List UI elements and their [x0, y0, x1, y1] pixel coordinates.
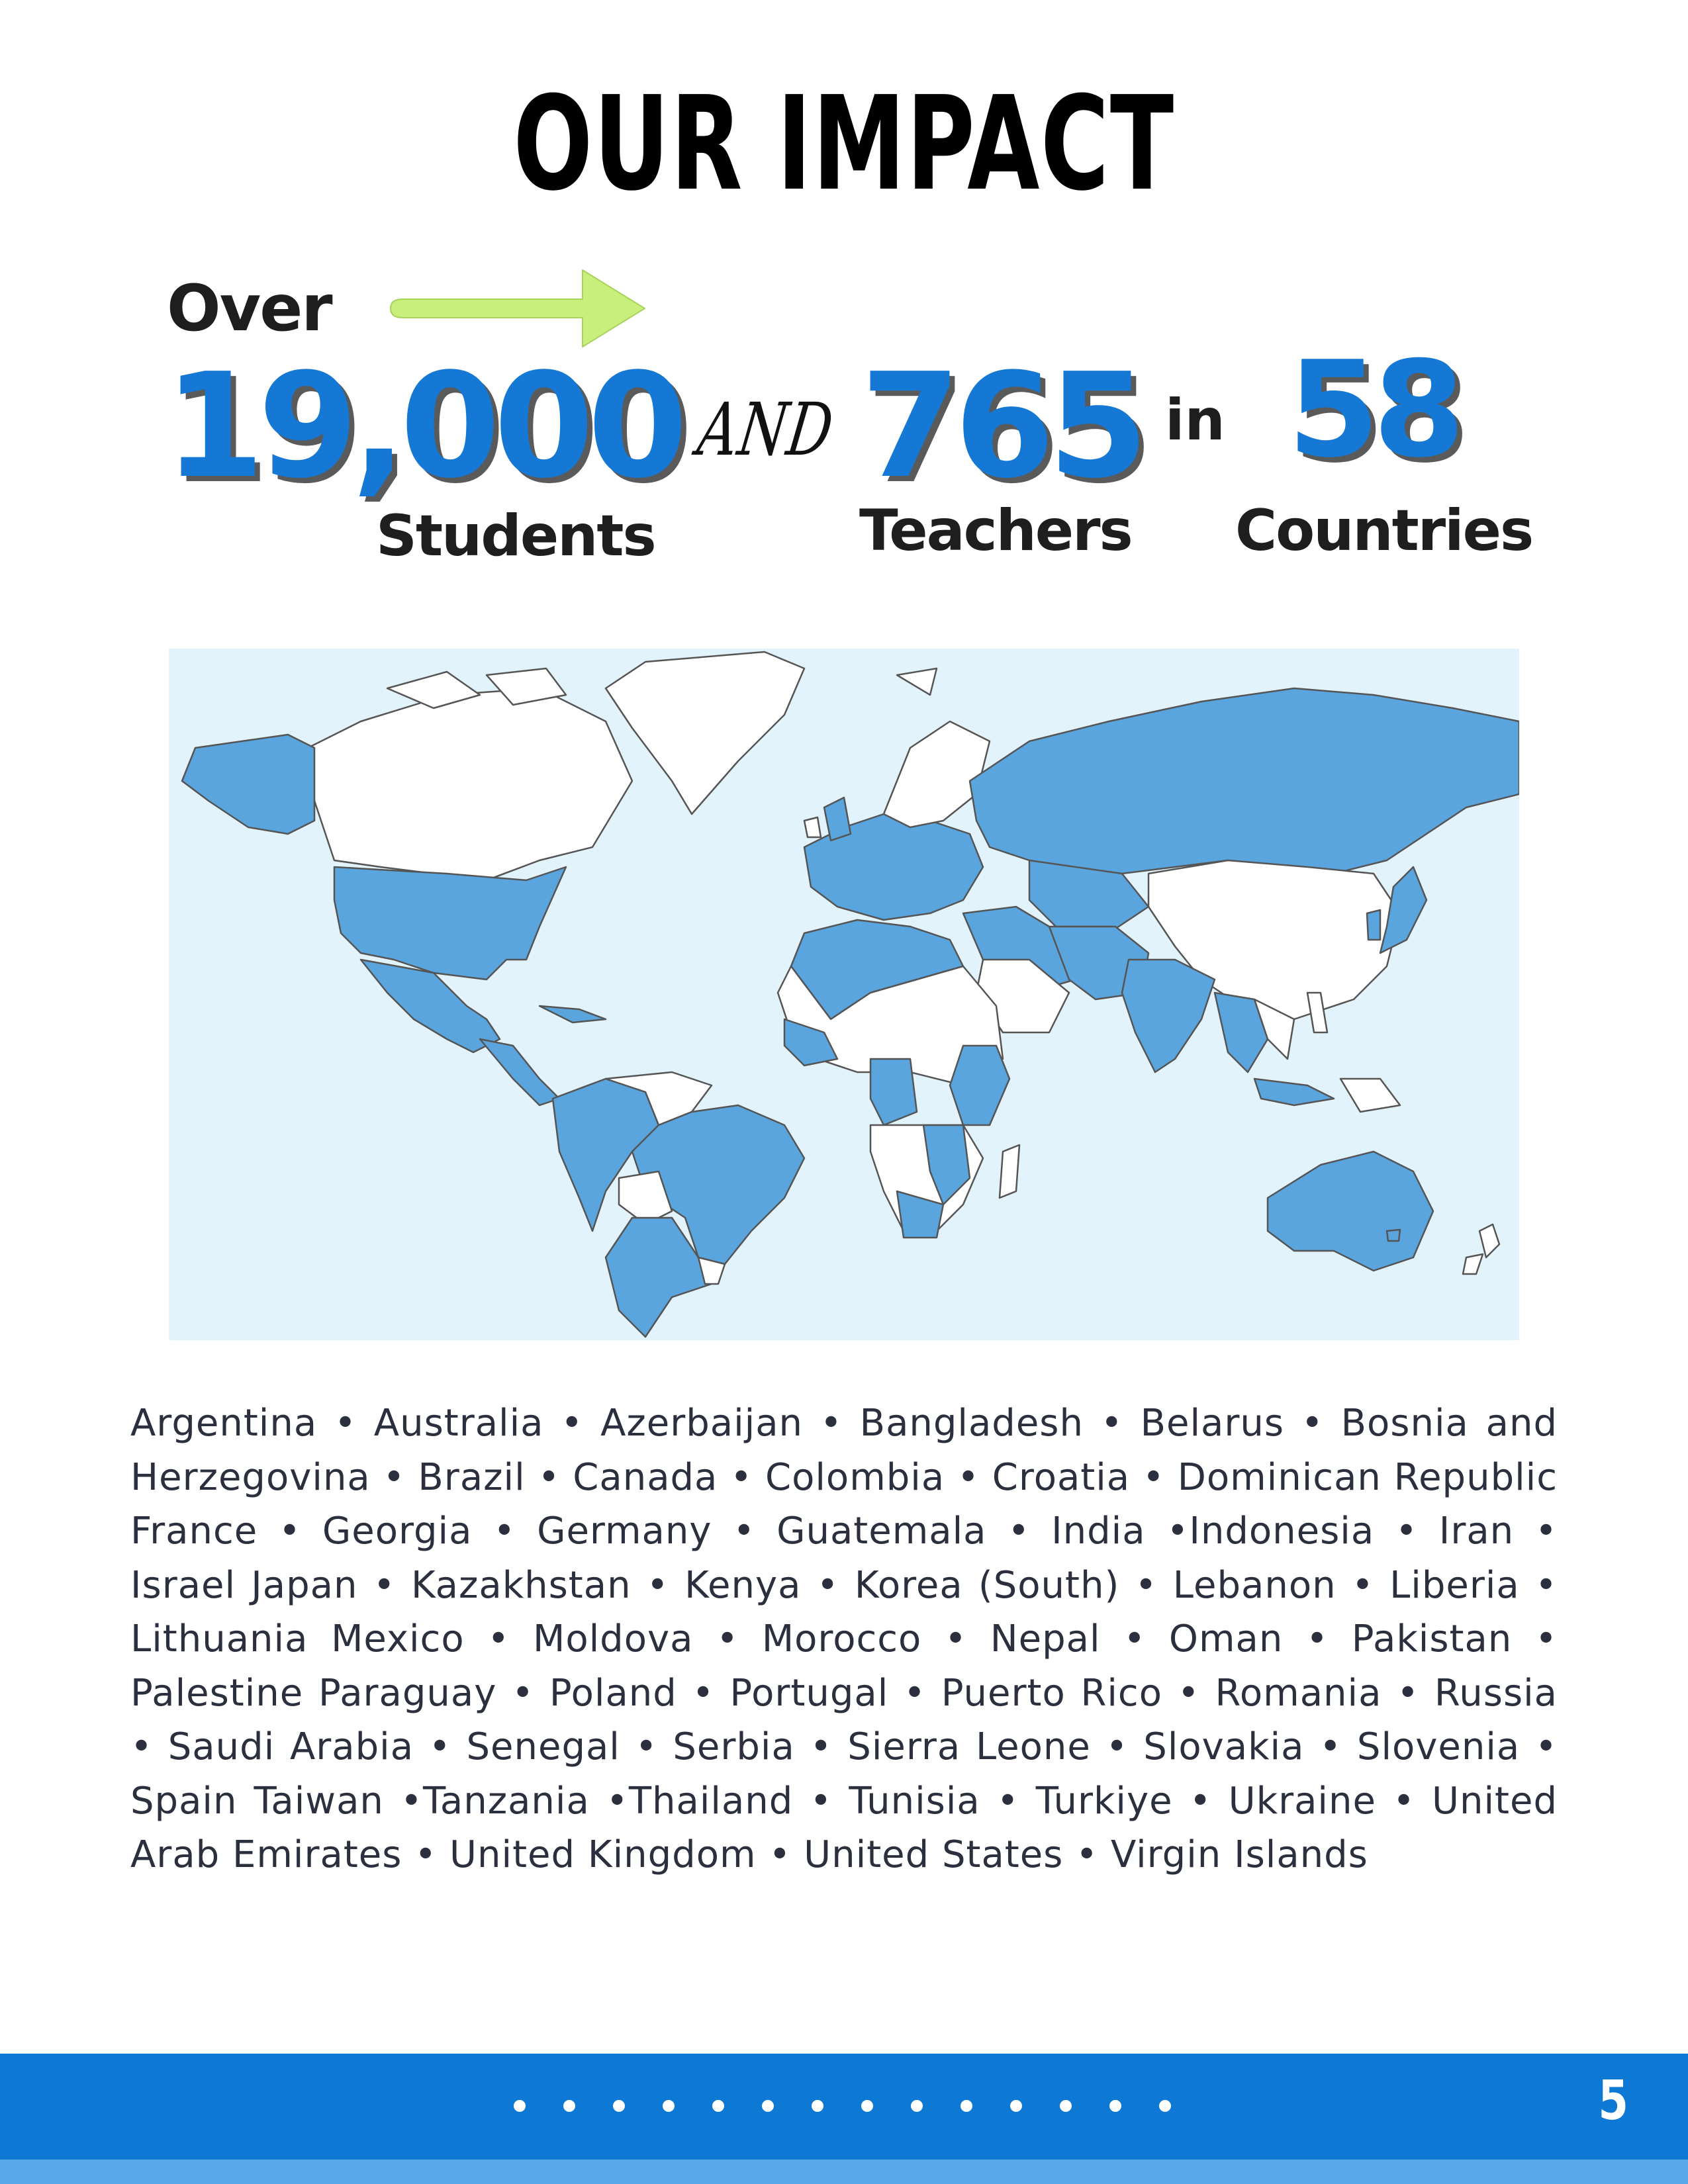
footer-stripe	[0, 2160, 1688, 2184]
teachers-label: Teachers	[859, 498, 1132, 564]
and-label: AND	[693, 387, 839, 472]
countries-label: Countries	[1235, 498, 1533, 564]
over-label: Over	[167, 271, 332, 345]
in-label: in	[1165, 387, 1225, 453]
arrow-right-icon	[384, 265, 649, 351]
page-title: OUR IMPACT	[513, 69, 1175, 220]
teachers-number: 765	[861, 343, 1143, 510]
dots-decoration	[510, 2093, 1178, 2119]
page-number: 5	[1598, 2070, 1628, 2132]
students-number: 19,000	[164, 343, 682, 510]
countries-number: 58	[1288, 333, 1459, 487]
students-label: Students	[376, 503, 655, 569]
countries-list: Argentina • Australia • Azerbaijan • Bangladesh • Belarus • Bosnia and Herzegovina • Brazil • Canada • Colombia • Croatia • Dominican Republic France • Georgia • Germany • Guatemala • India •Indonesia • Iran • Israel Japan • Kazakhstan • Kenya • Korea (South) • Lebanon • Liberia • Lithuania Mexico • Moldova • Morocco • Nepal • Oman • Pakistan • Palestine Paraguay • Poland • Portugal • Puerto Rico • Romania • Russia • Saudi Arabia • Senegal • Serbia • Sierra Leone • Slovakia • Slovenia • Spain Taiwan •Tanzania •Thailand • Tunisia • Turkiye • Ukraine • United Arab Emirates • United Kingdom • United States • Virgin Islands	[130, 1402, 1558, 1876]
world-map	[169, 649, 1519, 1340]
